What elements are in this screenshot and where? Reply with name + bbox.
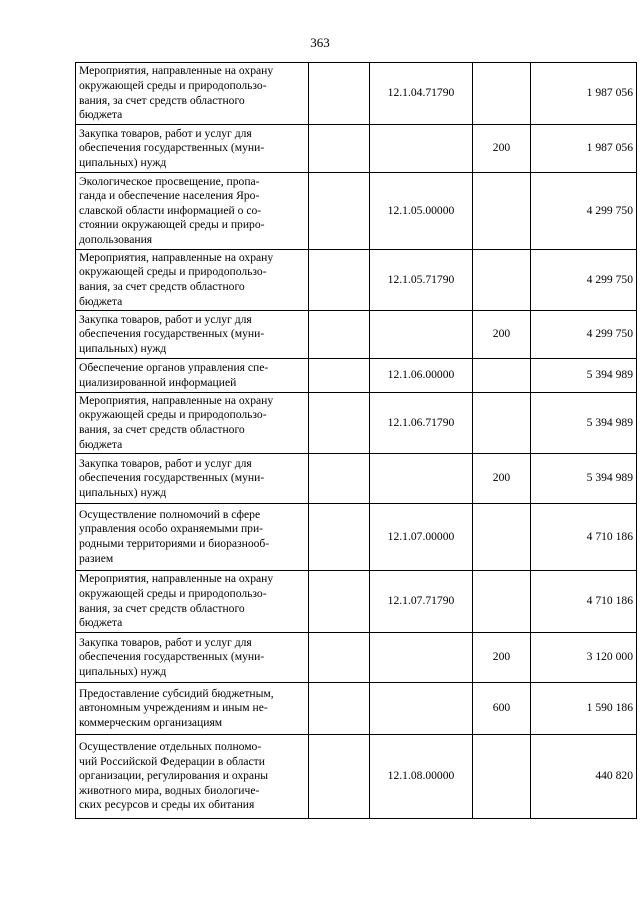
amount-cell: 4 710 186 <box>531 571 637 633</box>
empty-cell <box>309 571 370 633</box>
row-name-line: славской области информацией о со- <box>79 203 262 217</box>
type-cell <box>473 735 531 819</box>
row-name-line: Закупка товаров, работ и услуг для <box>79 126 252 140</box>
empty-cell <box>309 683 370 735</box>
row-name-line: ципальных) нужд <box>79 485 167 499</box>
row-name-line: бюджета <box>79 108 123 122</box>
amount-cell: 3 120 000 <box>531 633 637 683</box>
row-name-line: окружающей среды и природопользо- <box>79 408 267 422</box>
code-cell: 12.1.07.00000 <box>370 504 473 571</box>
row-name-line: обеспечения государственных (муни- <box>79 141 265 155</box>
row-name-line: ципальных) нужд <box>79 341 167 355</box>
row-name-cell <box>76 63 309 125</box>
type-cell <box>473 250 531 311</box>
amount-cell: 4 299 750 <box>531 311 637 359</box>
empty-cell <box>309 125 370 173</box>
code-cell <box>370 125 473 173</box>
row-name-line: Мероприятия, направленные на охрану <box>79 572 274 586</box>
table-row <box>76 250 637 311</box>
row-name-line: ганда и обеспечение населения Яро- <box>79 189 260 203</box>
row-name-line: окружающей среды и природопользо- <box>79 586 267 600</box>
row-name-line: ципальных) нужд <box>79 664 167 678</box>
empty-cell <box>309 454 370 504</box>
row-name-line: Мероприятия, направленные на охрану <box>79 393 274 407</box>
empty-cell <box>309 735 370 819</box>
code-cell <box>370 683 473 735</box>
row-name-line: ципальных) нужд <box>79 155 167 169</box>
type-cell: 200 <box>473 454 531 504</box>
amount-cell: 5 394 989 <box>531 393 637 454</box>
row-name-cell <box>76 683 309 735</box>
empty-cell <box>309 250 370 311</box>
row-name-cell <box>76 571 309 633</box>
code-cell <box>370 311 473 359</box>
type-cell <box>473 504 531 571</box>
row-name-cell <box>76 454 309 504</box>
code-cell: 12.1.06.00000 <box>370 359 473 393</box>
table-row <box>76 571 637 633</box>
table-row <box>76 735 637 819</box>
table-row <box>76 311 637 359</box>
code-cell: 12.1.05.71790 <box>370 250 473 311</box>
code-cell: 12.1.05.00000 <box>370 173 473 250</box>
row-name-line: Обеспечение органов управления спе- <box>79 360 269 374</box>
type-cell <box>473 359 531 393</box>
row-name-line: вания, за счет средств областного <box>79 601 245 615</box>
code-cell <box>370 633 473 683</box>
type-cell <box>473 571 531 633</box>
row-name-cell <box>76 735 309 819</box>
type-cell: 200 <box>473 125 531 173</box>
amount-cell: 4 299 750 <box>531 173 637 250</box>
amount-cell: 4 710 186 <box>531 504 637 571</box>
row-name-line: бюджета <box>79 294 123 308</box>
row-name-line: циализированной информацией <box>79 375 237 389</box>
table-row <box>76 125 637 173</box>
row-name-line: разием <box>79 551 114 565</box>
empty-cell <box>309 173 370 250</box>
budget-table <box>75 62 637 819</box>
row-name-line: Мероприятия, направленные на охрану <box>79 250 274 264</box>
row-name-cell <box>76 250 309 311</box>
row-name-line: Закупка товаров, работ и услуг для <box>79 635 252 649</box>
row-name-line: бюджета <box>79 616 123 630</box>
empty-cell <box>309 504 370 571</box>
type-cell: 200 <box>473 311 531 359</box>
page-number: 363 <box>310 35 330 50</box>
row-name-line: автономным учреждениям и иным не- <box>79 701 268 715</box>
code-cell: 12.1.04.71790 <box>370 63 473 125</box>
row-name-line: Закупка товаров, работ и услуг для <box>79 312 252 326</box>
row-name-line: окружающей среды и природопользо- <box>79 78 267 92</box>
type-cell <box>473 63 531 125</box>
row-name-line: ских ресурсов и среды их обитания <box>79 798 255 812</box>
row-name-line: чий Российской Федерации в области <box>79 754 265 768</box>
row-name-line: вания, за счет средств областного <box>79 93 245 107</box>
row-name-line: организации, регулирования и охраны <box>79 769 269 783</box>
amount-cell: 1 590 186 <box>531 683 637 735</box>
row-name-line: Экологическое просвещение, пропа- <box>79 174 260 188</box>
table-row <box>76 504 637 571</box>
row-name-cell <box>76 393 309 454</box>
row-name-line: Закупка товаров, работ и услуг для <box>79 456 252 470</box>
empty-cell <box>309 311 370 359</box>
code-cell: 12.1.07.71790 <box>370 571 473 633</box>
row-name-line: стоянии окружающей среды и приро- <box>79 218 265 232</box>
row-name-cell <box>76 173 309 250</box>
row-name-line: Осуществление полномочий в сфере <box>79 507 261 521</box>
code-cell <box>370 454 473 504</box>
row-name-cell <box>76 125 309 173</box>
row-name-cell <box>76 633 309 683</box>
code-cell: 12.1.06.71790 <box>370 393 473 454</box>
row-name-cell <box>76 504 309 571</box>
row-name-line: родными территориями и биоразнооб- <box>79 537 270 550</box>
empty-cell <box>309 63 370 125</box>
type-cell <box>473 393 531 454</box>
row-name-line: вания, за счет средств областного <box>79 280 245 293</box>
table-row <box>76 173 637 250</box>
row-name-line: коммерческим организациям <box>79 715 223 729</box>
amount-cell: 1 987 056 <box>531 125 637 173</box>
amount-cell: 440 820 <box>531 735 637 819</box>
table-row <box>76 683 637 735</box>
row-name-line: допользования <box>79 232 153 246</box>
row-name-line: обеспечения государственных (муни- <box>79 327 265 341</box>
empty-cell <box>309 359 370 393</box>
table-row <box>76 454 637 504</box>
code-cell: 12.1.08.00000 <box>370 735 473 819</box>
table-row <box>76 359 637 393</box>
row-name-line: животного мира, водных биологиче- <box>79 783 260 797</box>
row-name-line: бюджета <box>79 437 123 451</box>
row-name-cell <box>76 359 309 393</box>
amount-cell: 5 394 989 <box>531 454 637 504</box>
row-name-line: окружающей среды и природопользо- <box>79 265 267 279</box>
table-row <box>76 633 637 683</box>
type-cell <box>473 173 531 250</box>
amount-cell: 5 394 989 <box>531 359 637 393</box>
row-name-cell <box>76 311 309 359</box>
row-name-line: обеспечения государственных (муни- <box>79 650 265 664</box>
empty-cell <box>309 393 370 454</box>
amount-cell: 4 299 750 <box>531 250 637 311</box>
row-name-line: Мероприятия, направленные на охрану <box>79 64 274 78</box>
type-cell: 200 <box>473 633 531 683</box>
type-cell: 600 <box>473 683 531 735</box>
amount-cell: 1 987 056 <box>531 63 637 125</box>
row-name-line: Осуществление отдельных полномо- <box>79 740 262 754</box>
table-row <box>76 63 637 125</box>
row-name-line: Предоставление субсидий бюджетным, <box>79 686 274 700</box>
table-row <box>76 393 637 454</box>
row-name-line: обеспечения государственных (муни- <box>79 471 265 485</box>
row-name-line: управления особо охраняемыми при- <box>79 522 264 536</box>
row-name-line: вания, за счет средств областного <box>79 423 245 436</box>
empty-cell <box>309 633 370 683</box>
